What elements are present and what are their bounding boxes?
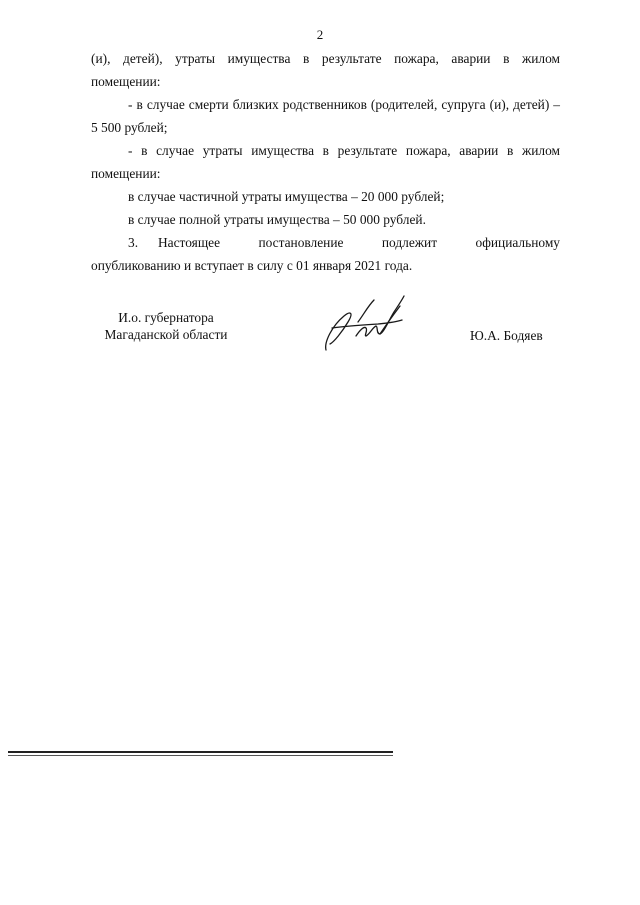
signatory-name: Ю.А. Бодяев: [470, 328, 543, 343]
paragraph-continuation-line1: (и), детей), утраты имущества в результате пожара, аварии в жилом: [91, 51, 560, 66]
document-body: [91, 47, 560, 277]
paragraph-total-loss: в случае полной утраты имущества – 50 000 рублей.: [128, 212, 426, 227]
paragraph-item-3-line2: опубликованию и вступает в силу с 01 января 2021 года.: [91, 258, 413, 273]
signatory-position-line1: И.о. губернатора: [118, 310, 214, 325]
signatory-position: [91, 309, 241, 343]
paragraph-continuation-line2: помещении:: [91, 74, 161, 89]
footer-divider-thin: [8, 755, 393, 756]
page-number: 2: [316, 27, 324, 42]
paragraph-death-relatives: - в случае смерти близких родственников (родителей, супруга (и), детей) – 5 500 рублей;: [91, 97, 560, 135]
handwritten-signature: [318, 292, 410, 354]
footer-divider: [8, 751, 393, 753]
item-3-number: 3.: [128, 235, 139, 250]
paragraph-property-loss: - в случае утраты имущества в результате пожара, аварии в жилом помещении:: [91, 143, 560, 181]
item-3-line1: Настоящее постановление подлежит официальному: [158, 235, 560, 250]
paragraph-partial-loss: в случае частичной утраты имущества – 20 000 рублей;: [128, 189, 445, 204]
signatory-position-line2: Магаданской области: [104, 327, 228, 342]
paragraph-item-3: [91, 231, 560, 254]
